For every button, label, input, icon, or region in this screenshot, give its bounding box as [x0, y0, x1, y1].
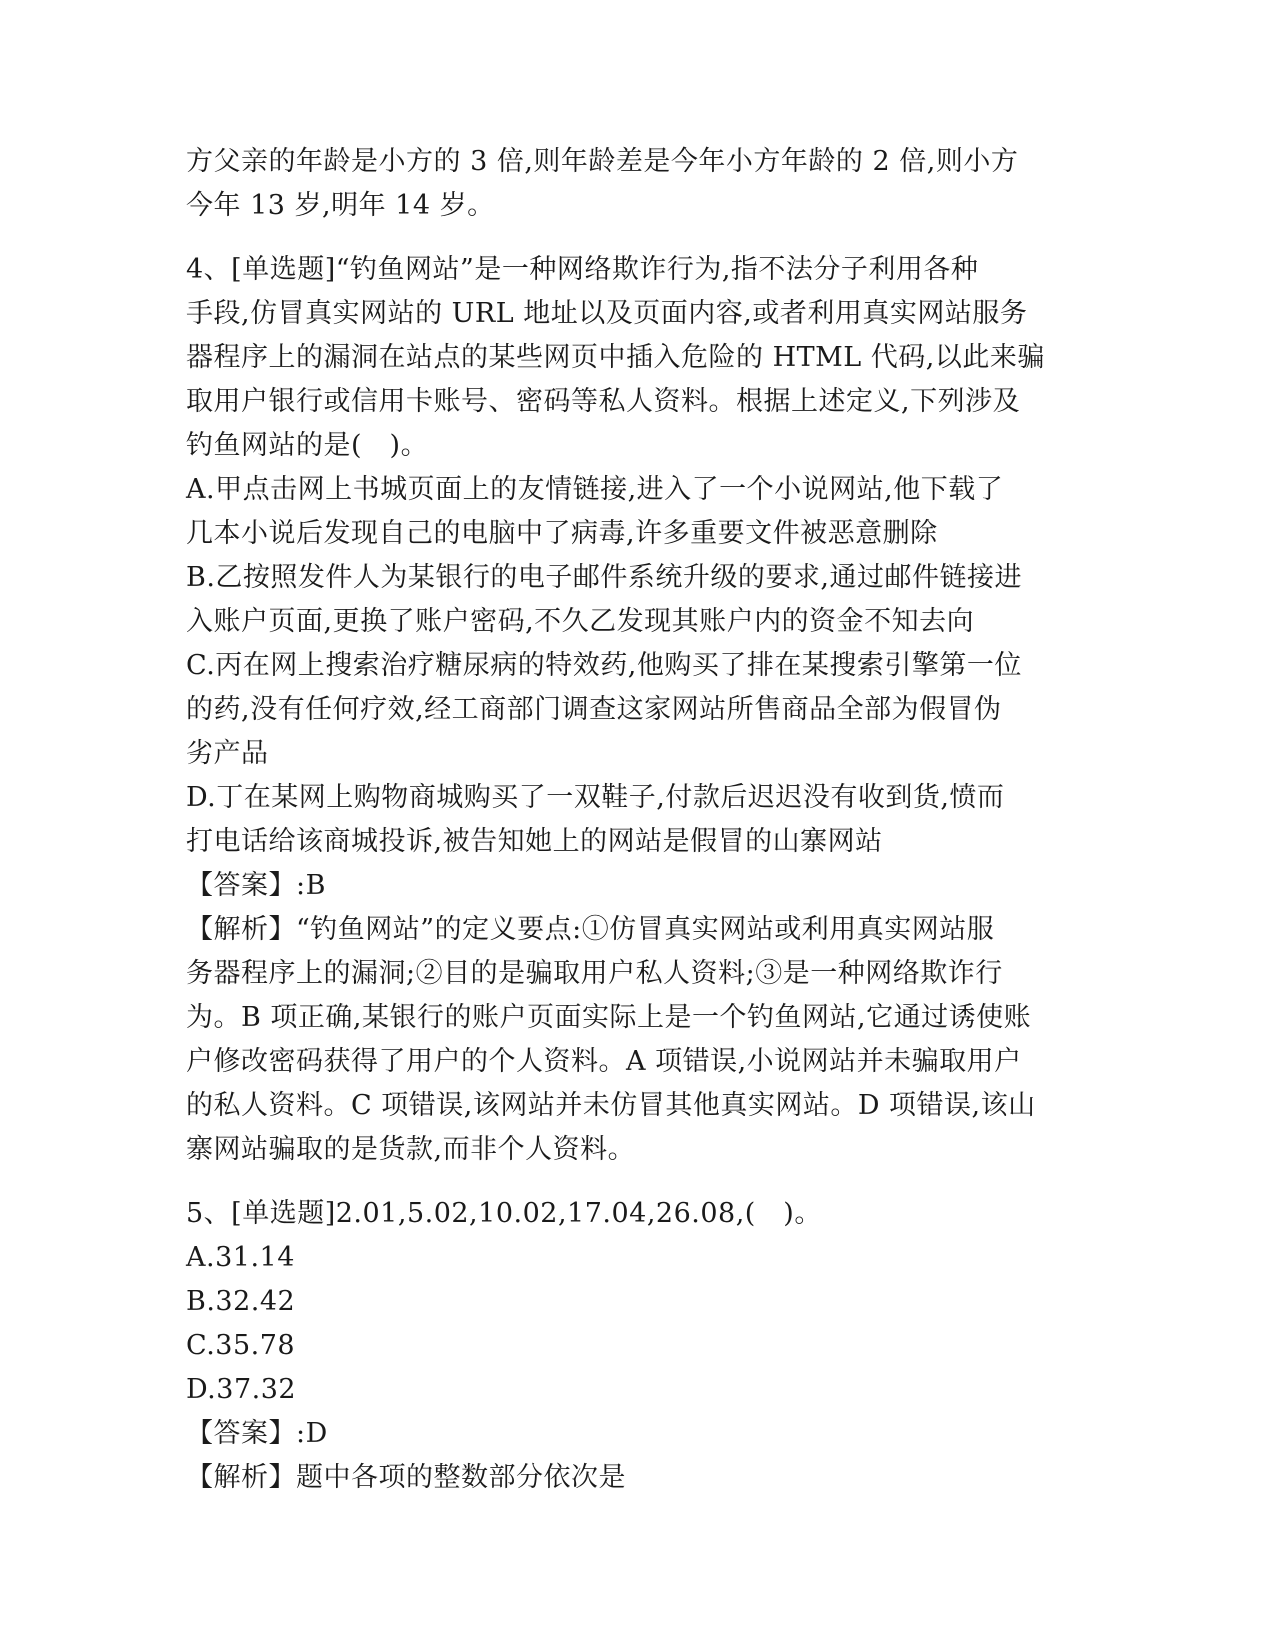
- analysis-line: 【解析】题中各项的整数部分依次是: [186, 1462, 626, 1493]
- option-line: C.35.78: [186, 1330, 296, 1361]
- analysis-line: 【解析】“钓鱼网站”的定义要点:①仿冒真实网站或利用真实网站服: [186, 914, 995, 945]
- option-line: 打电话给该商城投诉,被告知她上的网站是假冒的山寨网站: [186, 826, 883, 857]
- option-line: 入账户页面,更换了账户密码,不久乙发现其账户内的资金不知去向: [186, 606, 975, 637]
- option-line: B.乙按照发件人为某银行的电子邮件系统升级的要求,通过邮件链接进: [186, 562, 1023, 593]
- analysis-line: 寨网站骗取的是货款,而非个人资料。: [186, 1134, 636, 1165]
- analysis-line: 为。B 项正确,某银行的账户页面实际上是一个钓鱼网站,它通过诱使账: [186, 1002, 1032, 1033]
- option-line: A.31.14: [186, 1242, 295, 1273]
- option-line: 劣产品: [186, 738, 269, 769]
- document-body: [186, 140, 1086, 1500]
- option-line: B.32.42: [186, 1286, 296, 1317]
- option-line: A.甲点击网上书城页面上的友情链接,进入了一个小说网站,他下载了: [186, 474, 1004, 505]
- option-line: D.丁在某网上购物商城购买了一双鞋子,付款后迟迟没有收到货,愤而: [186, 782, 1005, 813]
- paragraph-gap: [186, 228, 1086, 248]
- question-stem-line: 4、[单选题]“钓鱼网站”是一种网络欺诈行为,指不法分子利用各种: [186, 254, 979, 285]
- analysis-line: 务器程序上的漏洞;②目的是骗取用户私人资料;③是一种网络欺诈行: [186, 958, 1003, 989]
- question-stem-line: 器程序上的漏洞在站点的某些网页中插入危险的 HTML 代码,以此来骗: [186, 342, 1045, 373]
- question-5: [186, 1192, 1086, 1500]
- option-line: 的药,没有任何疗效,经工商部门调查这家网站所售商品全部为假冒伪: [186, 694, 1002, 725]
- answer-line: 【答案】:B: [186, 870, 326, 901]
- question-stem-line: 5、[单选题]2.01,5.02,10.02,17.04,26.08,( )。: [186, 1198, 822, 1229]
- answer-line: 【答案】:D: [186, 1418, 328, 1449]
- option-line: D.37.32: [186, 1374, 297, 1405]
- question-4: [186, 248, 1086, 1172]
- text-line: 今年 13 岁,明年 14 岁。: [186, 190, 495, 221]
- analysis-line: 户修改密码获得了用户的个人资料。A 项错误,小说网站并未骗取用户: [186, 1046, 1022, 1077]
- question-stem-line: 取用户银行或信用卡账号、密码等私人资料。根据上述定义,下列涉及: [186, 386, 1021, 417]
- option-line: 几本小说后发现自己的电脑中了病毒,许多重要文件被恶意删除: [186, 518, 938, 549]
- paragraph-gap: [186, 1172, 1086, 1192]
- option-line: C.丙在网上搜索治疗糖尿病的特效药,他购买了排在某搜索引擎第一位: [186, 650, 1022, 681]
- analysis-line: 的私人资料。C 项错误,该网站并未仿冒其他真实网站。D 项错误,该山: [186, 1090, 1036, 1121]
- question-stem-line: 钓鱼网站的是( )。: [186, 430, 429, 461]
- question-stem-line: 手段,仿冒真实网站的 URL 地址以及页面内容,或者利用真实网站服务: [186, 298, 1028, 329]
- text-line: 方父亲的年龄是小方的 3 倍,则年龄差是今年小方年龄的 2 倍,则小方: [186, 146, 1019, 177]
